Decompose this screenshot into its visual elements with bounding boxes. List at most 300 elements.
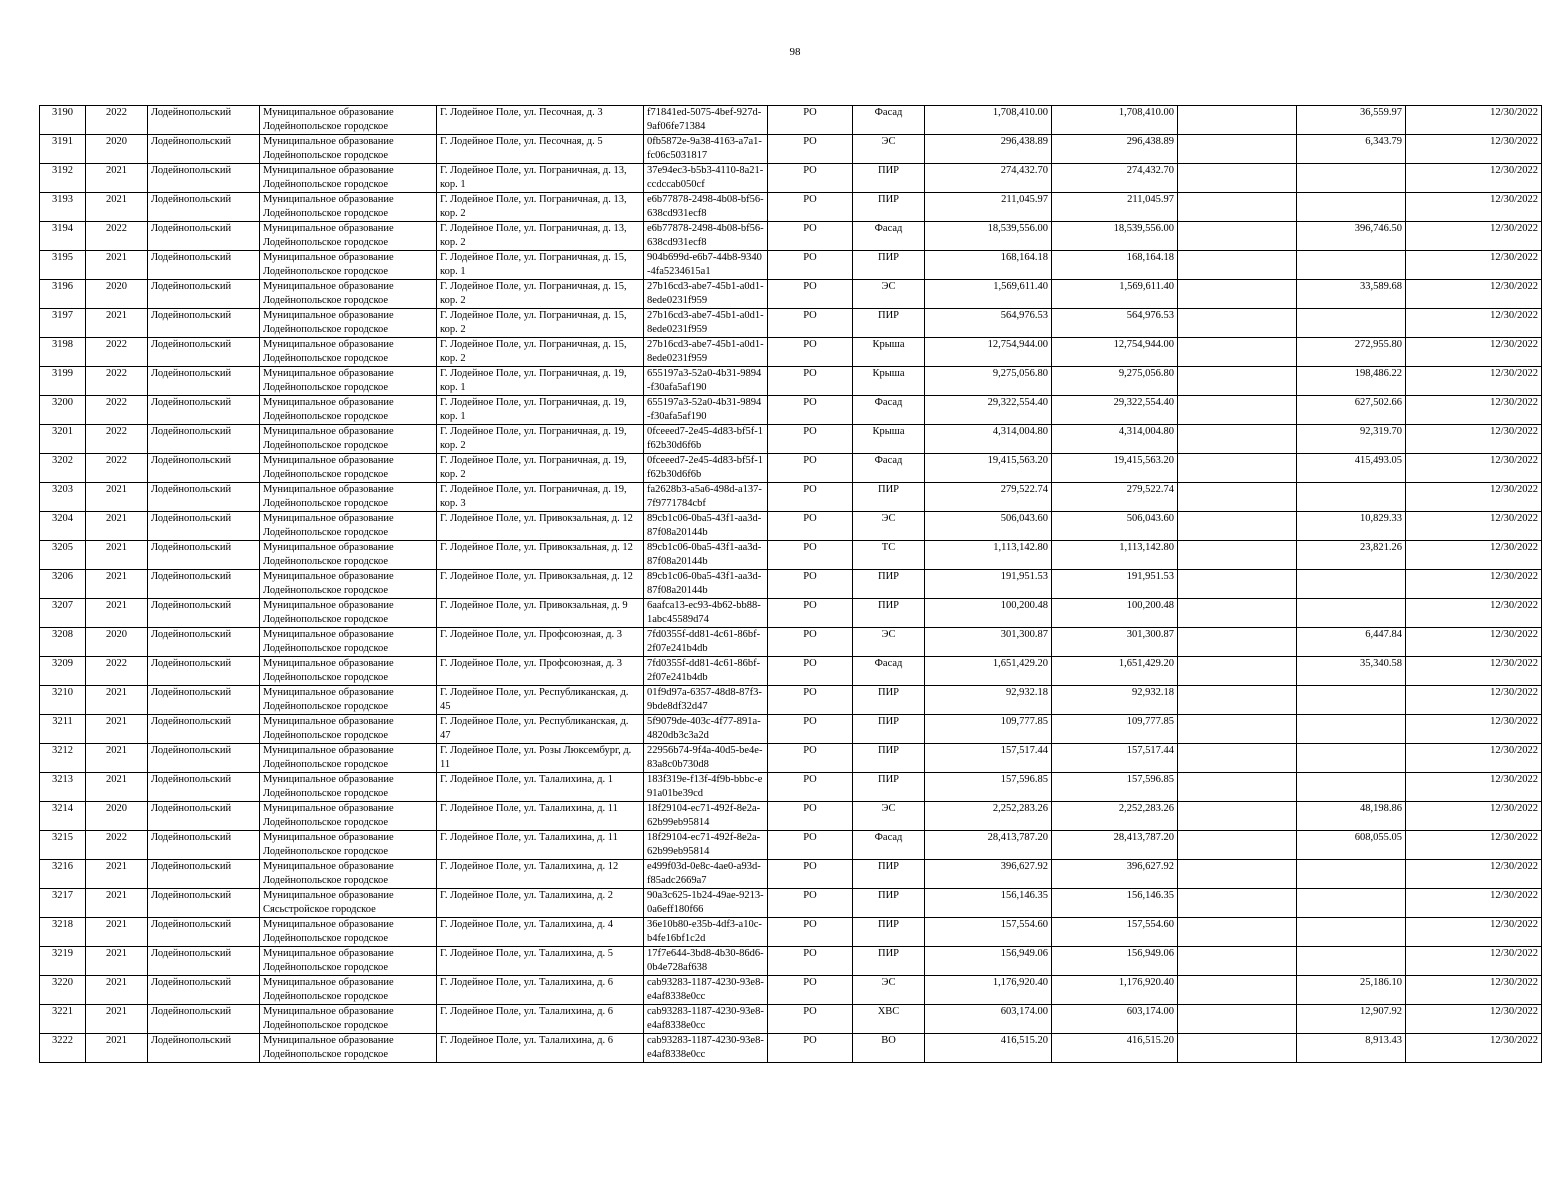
register-body	[40, 106, 1542, 1063]
cell-cost-total: 1,708,410.00	[925, 106, 1052, 135]
cell-address: Г. Лодейное Поле, ул. Пограничная, д. 19, кор. 3	[437, 483, 644, 512]
cell-municipality: Муниципальное образование Лодейнопольское городское	[260, 1005, 437, 1034]
cell-work-type: ЭС	[853, 628, 925, 657]
cell-cost-total: 109,777.85	[925, 715, 1052, 744]
cell-house-guid: 6aafca13-ec93-4b62-bb88-1abc45589d74	[644, 599, 768, 628]
cell-program-type: РО	[768, 338, 853, 367]
cell-cost-total: 1,176,920.40	[925, 976, 1052, 1005]
cell-deadline: 12/30/2022	[1406, 657, 1542, 686]
cell-row-number: 3194	[40, 222, 86, 251]
cell-house-guid: fa2628b3-a5a6-498d-a137-7f9771784cbf	[644, 483, 768, 512]
cell-cost-fund: 157,554.60	[1052, 918, 1178, 947]
cell-row-number: 3196	[40, 280, 86, 309]
cell-program-type: РО	[768, 135, 853, 164]
cell-cost-other	[1178, 338, 1297, 367]
cell-address: Г. Лодейное Поле, ул. Пограничная, д. 19, кор. 1	[437, 367, 644, 396]
table-row	[40, 744, 1542, 773]
cell-cost-control: 198,486.22	[1297, 367, 1406, 396]
cell-cost-fund: 1,113,142.80	[1052, 541, 1178, 570]
cell-deadline: 12/30/2022	[1406, 164, 1542, 193]
cell-cost-total: 157,554.60	[925, 918, 1052, 947]
cell-cost-total: 603,174.00	[925, 1005, 1052, 1034]
cell-work-type: ПИР	[853, 889, 925, 918]
cell-deadline: 12/30/2022	[1406, 831, 1542, 860]
cell-row-number: 3200	[40, 396, 86, 425]
cell-cost-other	[1178, 483, 1297, 512]
cell-cost-total: 157,596.85	[925, 773, 1052, 802]
cell-deadline: 12/30/2022	[1406, 918, 1542, 947]
cell-address: Г. Лодейное Поле, ул. Республиканская, д. 45	[437, 686, 644, 715]
cell-cost-total: 416,515.20	[925, 1034, 1052, 1063]
cell-address: Г. Лодейное Поле, ул. Песочная, д. 3	[437, 106, 644, 135]
cell-program-type: РО	[768, 280, 853, 309]
cell-work-type: ПИР	[853, 860, 925, 889]
cell-work-type: Крыша	[853, 367, 925, 396]
cell-district: Лодейнопольский	[148, 1005, 260, 1034]
cell-work-type: ПИР	[853, 773, 925, 802]
cell-address: Г. Лодейное Поле, ул. Талалихина, д. 6	[437, 1034, 644, 1063]
cell-year: 2021	[86, 976, 148, 1005]
cell-district: Лодейнопольский	[148, 860, 260, 889]
cell-address: Г. Лодейное Поле, ул. Талалихина, д. 2	[437, 889, 644, 918]
cell-address: Г. Лодейное Поле, ул. Пограничная, д. 15, кор. 2	[437, 309, 644, 338]
cell-cost-control: 23,821.26	[1297, 541, 1406, 570]
cell-cost-other	[1178, 251, 1297, 280]
cell-program-type: РО	[768, 831, 853, 860]
cell-row-number: 3204	[40, 512, 86, 541]
cell-cost-total: 211,045.97	[925, 193, 1052, 222]
cell-cost-total: 301,300.87	[925, 628, 1052, 657]
cell-row-number: 3197	[40, 309, 86, 338]
cell-district: Лодейнопольский	[148, 744, 260, 773]
cell-district: Лодейнопольский	[148, 106, 260, 135]
cell-cost-control	[1297, 483, 1406, 512]
cell-cost-control	[1297, 599, 1406, 628]
cell-cost-control	[1297, 918, 1406, 947]
cell-house-guid: 27b16cd3-abe7-45b1-a0d1-8ede0231f959	[644, 309, 768, 338]
cell-program-type: РО	[768, 918, 853, 947]
cell-cost-other	[1178, 831, 1297, 860]
cell-cost-fund: 296,438.89	[1052, 135, 1178, 164]
cell-cost-other	[1178, 570, 1297, 599]
register-table	[39, 105, 1542, 1063]
cell-deadline: 12/30/2022	[1406, 512, 1542, 541]
cell-address: Г. Лодейное Поле, ул. Талалихина, д. 12	[437, 860, 644, 889]
cell-row-number: 3215	[40, 831, 86, 860]
cell-cost-fund: 2,252,283.26	[1052, 802, 1178, 831]
cell-cost-fund: 416,515.20	[1052, 1034, 1178, 1063]
cell-year: 2022	[86, 831, 148, 860]
cell-work-type: ВО	[853, 1034, 925, 1063]
cell-cost-control: 33,589.68	[1297, 280, 1406, 309]
cell-cost-control: 48,198.86	[1297, 802, 1406, 831]
cell-house-guid: 27b16cd3-abe7-45b1-a0d1-8ede0231f959	[644, 338, 768, 367]
cell-work-type: ТС	[853, 541, 925, 570]
cell-house-guid: 18f29104-ec71-492f-8e2a-62b99eb95814	[644, 802, 768, 831]
table-row	[40, 541, 1542, 570]
cell-year: 2021	[86, 483, 148, 512]
table-row	[40, 193, 1542, 222]
cell-deadline: 12/30/2022	[1406, 251, 1542, 280]
cell-district: Лодейнопольский	[148, 512, 260, 541]
cell-cost-fund: 28,413,787.20	[1052, 831, 1178, 860]
cell-row-number: 3218	[40, 918, 86, 947]
cell-year: 2021	[86, 164, 148, 193]
cell-house-guid: 5f9079de-403c-4f77-891a-4820db3c3a2d	[644, 715, 768, 744]
cell-municipality: Муниципальное образование Лодейнопольское городское	[260, 367, 437, 396]
cell-cost-control	[1297, 309, 1406, 338]
cell-work-type: ЭС	[853, 280, 925, 309]
cell-row-number: 3210	[40, 686, 86, 715]
table-row	[40, 396, 1542, 425]
cell-house-guid: cab93283-1187-4230-93e8-e4af8338e0cc	[644, 1005, 768, 1034]
cell-cost-total: 191,951.53	[925, 570, 1052, 599]
cell-cost-other	[1178, 918, 1297, 947]
cell-cost-total: 12,754,944.00	[925, 338, 1052, 367]
cell-deadline: 12/30/2022	[1406, 802, 1542, 831]
cell-municipality: Муниципальное образование Лодейнопольское городское	[260, 338, 437, 367]
table-row	[40, 860, 1542, 889]
cell-cost-total: 2,252,283.26	[925, 802, 1052, 831]
cell-cost-total: 564,976.53	[925, 309, 1052, 338]
cell-cost-control: 8,913.43	[1297, 1034, 1406, 1063]
cell-district: Лодейнопольский	[148, 715, 260, 744]
cell-year: 2021	[86, 251, 148, 280]
cell-year: 2021	[86, 715, 148, 744]
cell-municipality: Муниципальное образование Лодейнопольское городское	[260, 570, 437, 599]
cell-cost-fund: 301,300.87	[1052, 628, 1178, 657]
cell-deadline: 12/30/2022	[1406, 135, 1542, 164]
cell-work-type: Фасад	[853, 831, 925, 860]
cell-cost-fund: 12,754,944.00	[1052, 338, 1178, 367]
cell-program-type: РО	[768, 483, 853, 512]
cell-row-number: 3213	[40, 773, 86, 802]
table-row	[40, 367, 1542, 396]
cell-cost-other	[1178, 802, 1297, 831]
cell-address: Г. Лодейное Поле, ул. Розы Люксембург, д. 11	[437, 744, 644, 773]
cell-deadline: 12/30/2022	[1406, 744, 1542, 773]
cell-year: 2021	[86, 1034, 148, 1063]
cell-row-number: 3208	[40, 628, 86, 657]
cell-program-type: РО	[768, 541, 853, 570]
cell-house-guid: 18f29104-ec71-492f-8e2a-62b99eb95814	[644, 831, 768, 860]
cell-work-type: Фасад	[853, 454, 925, 483]
cell-address: Г. Лодейное Поле, ул. Профсоюзная, д. 3	[437, 657, 644, 686]
cell-municipality: Муниципальное образование Лодейнопольское городское	[260, 541, 437, 570]
cell-row-number: 3192	[40, 164, 86, 193]
cell-district: Лодейнопольский	[148, 657, 260, 686]
cell-municipality: Муниципальное образование Лодейнопольское городское	[260, 628, 437, 657]
cell-municipality: Муниципальное образование Лодейнопольское городское	[260, 715, 437, 744]
cell-cost-other	[1178, 425, 1297, 454]
cell-deadline: 12/30/2022	[1406, 280, 1542, 309]
cell-district: Лодейнопольский	[148, 628, 260, 657]
cell-deadline: 12/30/2022	[1406, 1005, 1542, 1034]
cell-program-type: РО	[768, 367, 853, 396]
cell-house-guid: 904b699d-e6b7-44b8-9340-4fa5234615a1	[644, 251, 768, 280]
cell-year: 2021	[86, 1005, 148, 1034]
cell-cost-total: 296,438.89	[925, 135, 1052, 164]
cell-house-guid: 655197a3-52a0-4b31-9894-f30afa5af190	[644, 396, 768, 425]
cell-municipality: Муниципальное образование Лодейнопольское городское	[260, 251, 437, 280]
cell-row-number: 3193	[40, 193, 86, 222]
cell-work-type: ПИР	[853, 164, 925, 193]
cell-cost-fund: 157,596.85	[1052, 773, 1178, 802]
cell-row-number: 3217	[40, 889, 86, 918]
cell-district: Лодейнопольский	[148, 976, 260, 1005]
cell-municipality: Муниципальное образование Лодейнопольское городское	[260, 222, 437, 251]
cell-cost-control	[1297, 715, 1406, 744]
cell-deadline: 12/30/2022	[1406, 947, 1542, 976]
cell-cost-total: 18,539,556.00	[925, 222, 1052, 251]
cell-municipality: Муниципальное образование Лодейнопольское городское	[260, 773, 437, 802]
cell-district: Лодейнопольский	[148, 367, 260, 396]
table-row	[40, 454, 1542, 483]
cell-program-type: РО	[768, 802, 853, 831]
cell-program-type: РО	[768, 686, 853, 715]
cell-deadline: 12/30/2022	[1406, 309, 1542, 338]
cell-cost-other	[1178, 164, 1297, 193]
cell-work-type: ПИР	[853, 309, 925, 338]
cell-year: 2020	[86, 280, 148, 309]
page-number: 98	[789, 46, 801, 58]
cell-work-type: ПИР	[853, 744, 925, 773]
cell-municipality: Муниципальное образование Сясьстройское городское	[260, 889, 437, 918]
cell-work-type: Фасад	[853, 657, 925, 686]
cell-cost-fund: 274,432.70	[1052, 164, 1178, 193]
cell-row-number: 3201	[40, 425, 86, 454]
cell-program-type: РО	[768, 396, 853, 425]
cell-year: 2022	[86, 425, 148, 454]
table-row	[40, 222, 1542, 251]
cell-house-guid: 89cb1c06-0ba5-43f1-aa3d-87f08a20144b	[644, 570, 768, 599]
table-row	[40, 164, 1542, 193]
cell-row-number: 3191	[40, 135, 86, 164]
cell-row-number: 3205	[40, 541, 86, 570]
cell-program-type: РО	[768, 222, 853, 251]
cell-municipality: Муниципальное образование Лодейнопольское городское	[260, 425, 437, 454]
cell-row-number: 3219	[40, 947, 86, 976]
cell-cost-control	[1297, 744, 1406, 773]
cell-municipality: Муниципальное образование Лодейнопольское городское	[260, 512, 437, 541]
cell-cost-fund: 168,164.18	[1052, 251, 1178, 280]
cell-cost-fund: 109,777.85	[1052, 715, 1178, 744]
cell-cost-other	[1178, 657, 1297, 686]
cell-row-number: 3216	[40, 860, 86, 889]
cell-district: Лодейнопольский	[148, 483, 260, 512]
cell-deadline: 12/30/2022	[1406, 715, 1542, 744]
cell-municipality: Муниципальное образование Лодейнопольское городское	[260, 193, 437, 222]
cell-address: Г. Лодейное Поле, ул. Привокзальная, д. 12	[437, 570, 644, 599]
cell-house-guid: 37e94ec3-b5b3-4110-8a21-ccdccab050cf	[644, 164, 768, 193]
cell-year: 2022	[86, 454, 148, 483]
cell-deadline: 12/30/2022	[1406, 860, 1542, 889]
cell-cost-total: 4,314,004.80	[925, 425, 1052, 454]
cell-address: Г. Лодейное Поле, ул. Привокзальная, д. 12	[437, 541, 644, 570]
cell-district: Лодейнопольский	[148, 309, 260, 338]
cell-deadline: 12/30/2022	[1406, 367, 1542, 396]
cell-deadline: 12/30/2022	[1406, 773, 1542, 802]
cell-municipality: Муниципальное образование Лодейнопольское городское	[260, 164, 437, 193]
table-row	[40, 106, 1542, 135]
table-row	[40, 628, 1542, 657]
cell-row-number: 3212	[40, 744, 86, 773]
cell-year: 2021	[86, 860, 148, 889]
cell-cost-total: 168,164.18	[925, 251, 1052, 280]
cell-deadline: 12/30/2022	[1406, 889, 1542, 918]
cell-address: Г. Лодейное Поле, ул. Привокзальная, д. 12	[437, 512, 644, 541]
cell-program-type: РО	[768, 657, 853, 686]
cell-address: Г. Лодейное Поле, ул. Талалихина, д. 6	[437, 976, 644, 1005]
cell-district: Лодейнопольский	[148, 396, 260, 425]
cell-year: 2021	[86, 512, 148, 541]
cell-address: Г. Лодейное Поле, ул. Пограничная, д. 19, кор. 2	[437, 454, 644, 483]
cell-cost-total: 506,043.60	[925, 512, 1052, 541]
cell-cost-other	[1178, 193, 1297, 222]
cell-row-number: 3190	[40, 106, 86, 135]
cell-municipality: Муниципальное образование Лодейнопольское городское	[260, 1034, 437, 1063]
cell-cost-fund: 1,708,410.00	[1052, 106, 1178, 135]
cell-address: Г. Лодейное Поле, ул. Пограничная, д. 19, кор. 2	[437, 425, 644, 454]
cell-cost-other	[1178, 454, 1297, 483]
cell-address: Г. Лодейное Поле, ул. Пограничная, д. 15, кор. 1	[437, 251, 644, 280]
cell-row-number: 3199	[40, 367, 86, 396]
cell-cost-other	[1178, 744, 1297, 773]
cell-work-type: Фасад	[853, 222, 925, 251]
cell-district: Лодейнопольский	[148, 454, 260, 483]
cell-cost-total: 1,113,142.80	[925, 541, 1052, 570]
cell-cost-other	[1178, 512, 1297, 541]
cell-deadline: 12/30/2022	[1406, 454, 1542, 483]
cell-cost-other	[1178, 396, 1297, 425]
cell-row-number: 3221	[40, 1005, 86, 1034]
cell-cost-fund: 9,275,056.80	[1052, 367, 1178, 396]
cell-municipality: Муниципальное образование Лодейнопольское городское	[260, 802, 437, 831]
cell-cost-fund: 92,932.18	[1052, 686, 1178, 715]
cell-year: 2022	[86, 222, 148, 251]
cell-deadline: 12/30/2022	[1406, 193, 1542, 222]
cell-program-type: РО	[768, 599, 853, 628]
cell-cost-fund: 156,146.35	[1052, 889, 1178, 918]
cell-address: Г. Лодейное Поле, ул. Пограничная, д. 13, кор. 2	[437, 222, 644, 251]
table-row	[40, 773, 1542, 802]
cell-house-guid: 0fceeed7-2e45-4d83-bf5f-1f62b30d6f6b	[644, 454, 768, 483]
cell-municipality: Муниципальное образование Лодейнопольское городское	[260, 657, 437, 686]
cell-cost-fund: 18,539,556.00	[1052, 222, 1178, 251]
table-row	[40, 976, 1542, 1005]
cell-program-type: РО	[768, 512, 853, 541]
cell-cost-control: 35,340.58	[1297, 657, 1406, 686]
cell-year: 2020	[86, 135, 148, 164]
cell-cost-control: 608,055.05	[1297, 831, 1406, 860]
cell-cost-control: 6,343.79	[1297, 135, 1406, 164]
cell-cost-other	[1178, 1005, 1297, 1034]
cell-cost-fund: 156,949.06	[1052, 947, 1178, 976]
cell-district: Лодейнопольский	[148, 338, 260, 367]
cell-year: 2021	[86, 889, 148, 918]
cell-cost-total: 156,949.06	[925, 947, 1052, 976]
cell-house-guid: 0fceeed7-2e45-4d83-bf5f-1f62b30d6f6b	[644, 425, 768, 454]
cell-municipality: Муниципальное образование Лодейнопольское городское	[260, 686, 437, 715]
cell-row-number: 3207	[40, 599, 86, 628]
cell-cost-other	[1178, 947, 1297, 976]
cell-cost-control: 6,447.84	[1297, 628, 1406, 657]
cell-house-guid: 655197a3-52a0-4b31-9894-f30afa5af190	[644, 367, 768, 396]
cell-house-guid: 22956b74-9f4a-40d5-be4e-83a8c0b730d8	[644, 744, 768, 773]
cell-district: Лодейнопольский	[148, 541, 260, 570]
table-row	[40, 1005, 1542, 1034]
cell-cost-control	[1297, 570, 1406, 599]
cell-district: Лодейнопольский	[148, 193, 260, 222]
cell-cost-other	[1178, 628, 1297, 657]
cell-house-guid: 89cb1c06-0ba5-43f1-aa3d-87f08a20144b	[644, 512, 768, 541]
cell-municipality: Муниципальное образование Лодейнопольское городское	[260, 309, 437, 338]
cell-cost-control	[1297, 251, 1406, 280]
cell-district: Лодейнопольский	[148, 947, 260, 976]
cell-municipality: Муниципальное образование Лодейнопольское городское	[260, 831, 437, 860]
cell-house-guid: e6b77878-2498-4b08-bf56-638cd931ecf8	[644, 193, 768, 222]
cell-cost-total: 279,522.74	[925, 483, 1052, 512]
cell-house-guid: 27b16cd3-abe7-45b1-a0d1-8ede0231f959	[644, 280, 768, 309]
cell-deadline: 12/30/2022	[1406, 483, 1542, 512]
cell-row-number: 3220	[40, 976, 86, 1005]
cell-row-number: 3209	[40, 657, 86, 686]
cell-work-type: Фасад	[853, 396, 925, 425]
cell-row-number: 3206	[40, 570, 86, 599]
cell-year: 2021	[86, 744, 148, 773]
cell-municipality: Муниципальное образование Лодейнопольское городское	[260, 918, 437, 947]
cell-district: Лодейнопольский	[148, 222, 260, 251]
cell-program-type: РО	[768, 715, 853, 744]
cell-row-number: 3198	[40, 338, 86, 367]
cell-work-type: ПИР	[853, 947, 925, 976]
cell-cost-fund: 100,200.48	[1052, 599, 1178, 628]
cell-district: Лодейнопольский	[148, 280, 260, 309]
cell-cost-other	[1178, 1034, 1297, 1063]
cell-cost-total: 1,569,611.40	[925, 280, 1052, 309]
table-row	[40, 947, 1542, 976]
cell-cost-control: 272,955.80	[1297, 338, 1406, 367]
cell-program-type: РО	[768, 976, 853, 1005]
table-row	[40, 309, 1542, 338]
table-row	[40, 657, 1542, 686]
cell-cost-other	[1178, 135, 1297, 164]
cell-cost-other	[1178, 599, 1297, 628]
cell-cost-other	[1178, 860, 1297, 889]
cell-cost-other	[1178, 715, 1297, 744]
cell-year: 2022	[86, 657, 148, 686]
cell-cost-fund: 191,951.53	[1052, 570, 1178, 599]
cell-year: 2022	[86, 396, 148, 425]
cell-year: 2022	[86, 338, 148, 367]
cell-cost-control	[1297, 686, 1406, 715]
cell-house-guid: 90a3c625-1b24-49ae-9213-0a6eff180f66	[644, 889, 768, 918]
cell-district: Лодейнопольский	[148, 164, 260, 193]
cell-program-type: РО	[768, 773, 853, 802]
cell-district: Лодейнопольский	[148, 251, 260, 280]
cell-deadline: 12/30/2022	[1406, 686, 1542, 715]
cell-address: Г. Лодейное Поле, ул. Пограничная, д. 13, кор. 1	[437, 164, 644, 193]
cell-year: 2021	[86, 599, 148, 628]
cell-year: 2022	[86, 106, 148, 135]
cell-house-guid: cab93283-1187-4230-93e8-e4af8338e0cc	[644, 1034, 768, 1063]
cell-deadline: 12/30/2022	[1406, 338, 1542, 367]
cell-year: 2022	[86, 367, 148, 396]
cell-municipality: Муниципальное образование Лодейнопольское городское	[260, 483, 437, 512]
cell-municipality: Муниципальное образование Лодейнопольское городское	[260, 976, 437, 1005]
cell-cost-other	[1178, 367, 1297, 396]
table-row	[40, 512, 1542, 541]
